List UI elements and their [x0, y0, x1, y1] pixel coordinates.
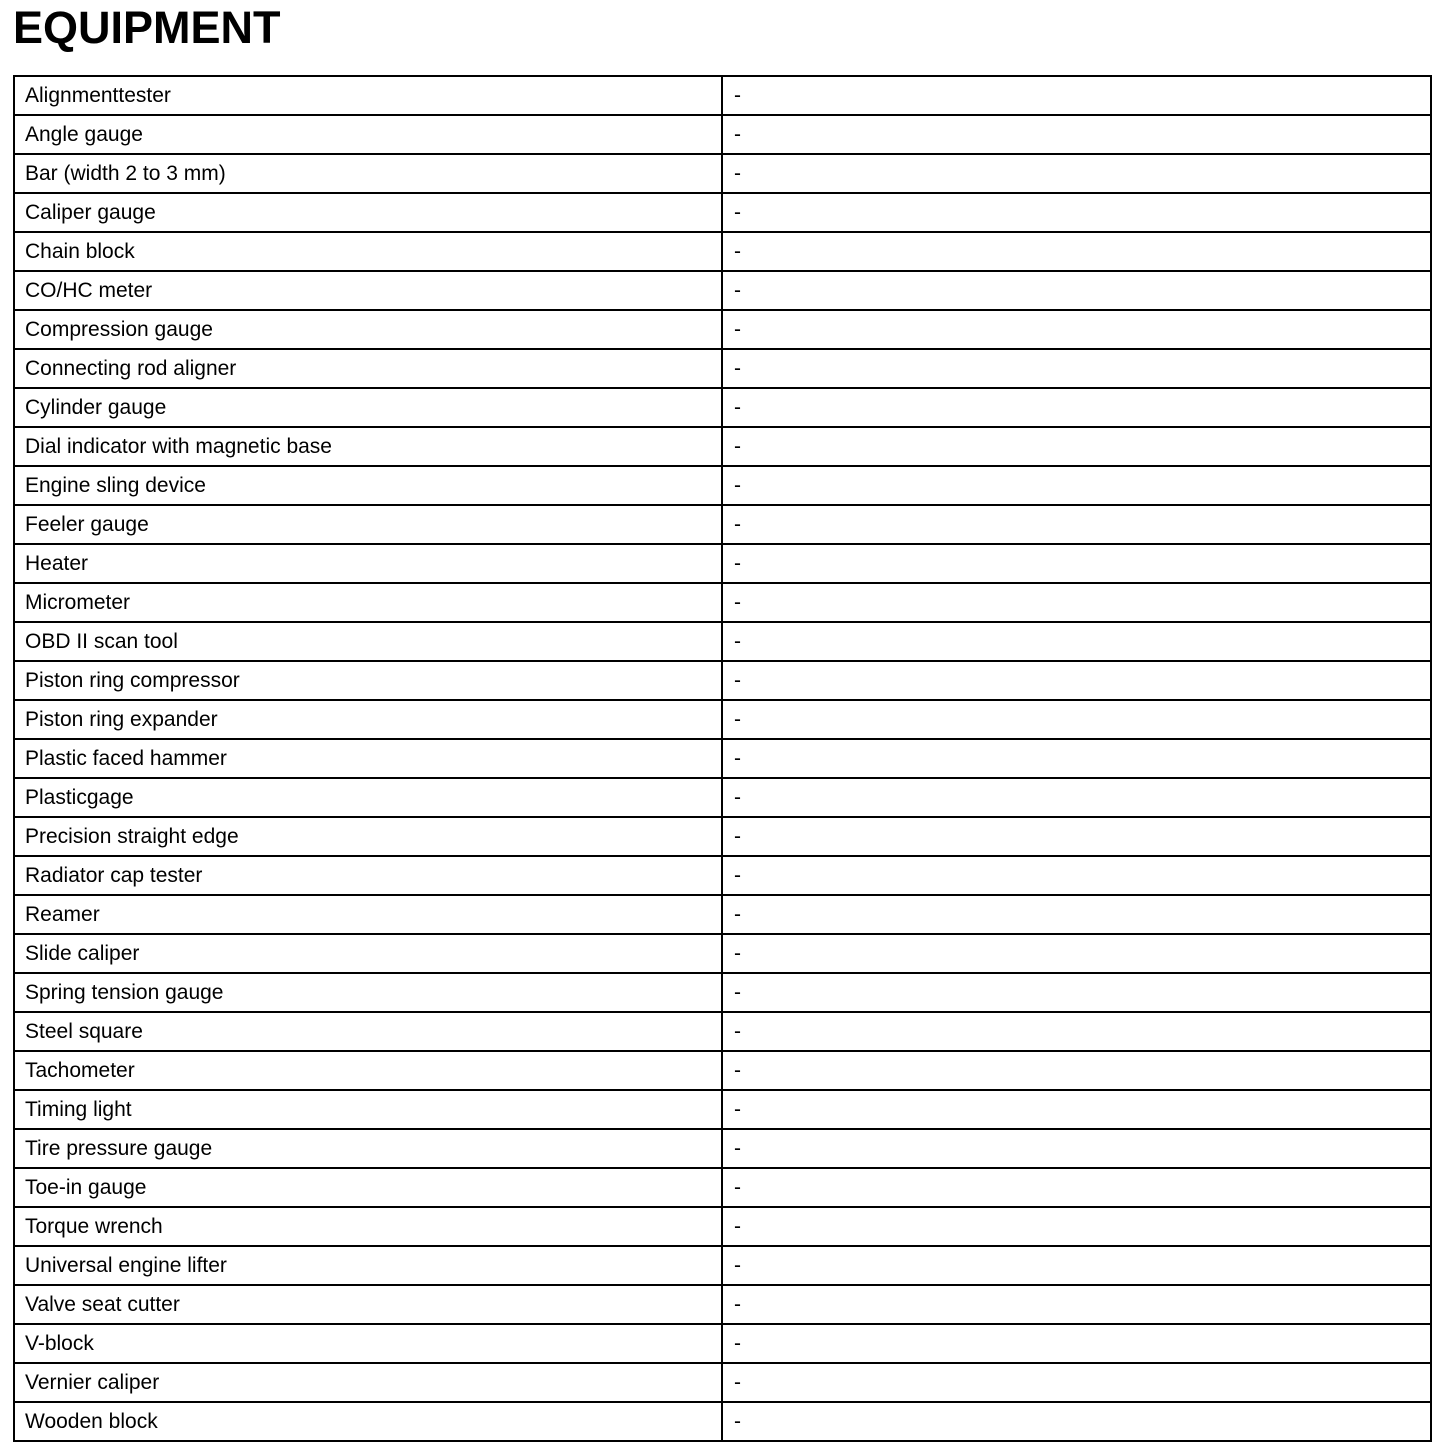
equipment-name-cell: Plasticgage — [14, 778, 722, 817]
equipment-value-cell: - — [722, 193, 1431, 232]
equipment-name-cell: Spring tension gauge — [14, 973, 722, 1012]
equipment-name-cell: Precision straight edge — [14, 817, 722, 856]
equipment-name-cell: Torque wrench — [14, 1207, 722, 1246]
table-row — [14, 349, 1431, 388]
table-row — [14, 427, 1431, 466]
equipment-value-cell: - — [722, 1168, 1431, 1207]
equipment-value-cell: - — [722, 1246, 1431, 1285]
page-title: EQUIPMENT — [13, 2, 281, 53]
table-row — [14, 895, 1431, 934]
equipment-name-cell: Angle gauge — [14, 115, 722, 154]
equipment-value-cell: - — [722, 154, 1431, 193]
table-row — [14, 583, 1431, 622]
equipment-value-cell: - — [722, 271, 1431, 310]
equipment-name-cell: Alignmenttester — [14, 76, 722, 115]
table-row — [14, 505, 1431, 544]
table-row — [14, 1051, 1431, 1090]
table-row — [14, 1246, 1431, 1285]
equipment-name-cell: Universal engine lifter — [14, 1246, 722, 1285]
table-row — [14, 856, 1431, 895]
equipment-value-cell: - — [722, 1012, 1431, 1051]
equipment-name-cell: Radiator cap tester — [14, 856, 722, 895]
equipment-value-cell: - — [722, 505, 1431, 544]
table-row — [14, 1207, 1431, 1246]
equipment-name-cell: OBD II scan tool — [14, 622, 722, 661]
equipment-name-cell: Slide caliper — [14, 934, 722, 973]
equipment-value-cell: - — [722, 778, 1431, 817]
equipment-name-cell: Toe-in gauge — [14, 1168, 722, 1207]
equipment-name-cell: Feeler gauge — [14, 505, 722, 544]
table-row — [14, 973, 1431, 1012]
equipment-value-cell: - — [722, 115, 1431, 154]
equipment-name-cell: Connecting rod aligner — [14, 349, 722, 388]
equipment-value-cell: - — [722, 1285, 1431, 1324]
table-row — [14, 934, 1431, 973]
equipment-value-cell: - — [722, 76, 1431, 115]
table-row — [14, 544, 1431, 583]
table-row — [14, 661, 1431, 700]
equipment-value-cell: - — [722, 817, 1431, 856]
table-row — [14, 271, 1431, 310]
equipment-value-cell: - — [722, 1363, 1431, 1402]
table-row — [14, 1090, 1431, 1129]
equipment-value-cell: - — [722, 661, 1431, 700]
equipment-value-cell: - — [722, 466, 1431, 505]
equipment-value-cell: - — [722, 349, 1431, 388]
table-row — [14, 1402, 1431, 1441]
equipment-name-cell: Plastic faced hammer — [14, 739, 722, 778]
equipment-name-cell: Vernier caliper — [14, 1363, 722, 1402]
table-row — [14, 1285, 1431, 1324]
table-row — [14, 388, 1431, 427]
equipment-name-cell: Cylinder gauge — [14, 388, 722, 427]
equipment-name-cell: Micrometer — [14, 583, 722, 622]
equipment-value-cell: - — [722, 934, 1431, 973]
table-row — [14, 193, 1431, 232]
equipment-name-cell: Dial indicator with magnetic base — [14, 427, 722, 466]
equipment-value-cell: - — [722, 583, 1431, 622]
equipment-name-cell: Tire pressure gauge — [14, 1129, 722, 1168]
equipment-name-cell: Bar (width 2 to 3 mm) — [14, 154, 722, 193]
equipment-value-cell: - — [722, 895, 1431, 934]
equipment-name-cell: Reamer — [14, 895, 722, 934]
equipment-value-cell: - — [722, 1090, 1431, 1129]
equipment-name-cell: Tachometer — [14, 1051, 722, 1090]
equipment-name-cell: Piston ring compressor — [14, 661, 722, 700]
equipment-value-cell: - — [722, 622, 1431, 661]
equipment-value-cell: - — [722, 1324, 1431, 1363]
equipment-value-cell: - — [722, 1129, 1431, 1168]
equipment-value-cell: - — [722, 700, 1431, 739]
table-row — [14, 817, 1431, 856]
equipment-value-cell: - — [722, 388, 1431, 427]
equipment-name-cell: Valve seat cutter — [14, 1285, 722, 1324]
equipment-value-cell: - — [722, 856, 1431, 895]
equipment-name-cell: Heater — [14, 544, 722, 583]
equipment-value-cell: - — [722, 739, 1431, 778]
table-row — [14, 700, 1431, 739]
equipment-value-cell: - — [722, 427, 1431, 466]
equipment-name-cell: Engine sling device — [14, 466, 722, 505]
equipment-value-cell: - — [722, 544, 1431, 583]
equipment-name-cell: Wooden block — [14, 1402, 722, 1441]
equipment-value-cell: - — [722, 1051, 1431, 1090]
table-row — [14, 310, 1431, 349]
table-row — [14, 466, 1431, 505]
table-row — [14, 1129, 1431, 1168]
table-row — [14, 622, 1431, 661]
table-row — [14, 76, 1431, 115]
equipment-name-cell: Timing light — [14, 1090, 722, 1129]
equipment-table — [13, 75, 1432, 1442]
equipment-name-cell: Compression gauge — [14, 310, 722, 349]
table-row — [14, 154, 1431, 193]
equipment-value-cell: - — [722, 1402, 1431, 1441]
table-row — [14, 1012, 1431, 1051]
equipment-name-cell: Caliper gauge — [14, 193, 722, 232]
equipment-name-cell: Piston ring expander — [14, 700, 722, 739]
table-row — [14, 1168, 1431, 1207]
table-row — [14, 232, 1431, 271]
table-row — [14, 1363, 1431, 1402]
equipment-value-cell: - — [722, 232, 1431, 271]
equipment-name-cell: V-block — [14, 1324, 722, 1363]
equipment-name-cell: Steel square — [14, 1012, 722, 1051]
equipment-name-cell: CO/HC meter — [14, 271, 722, 310]
equipment-value-cell: - — [722, 1207, 1431, 1246]
equipment-name-cell: Chain block — [14, 232, 722, 271]
table-row — [14, 115, 1431, 154]
table-row — [14, 1324, 1431, 1363]
table-row — [14, 778, 1431, 817]
equipment-value-cell: - — [722, 973, 1431, 1012]
equipment-table-body — [14, 76, 1431, 1441]
equipment-value-cell: - — [722, 310, 1431, 349]
table-row — [14, 739, 1431, 778]
